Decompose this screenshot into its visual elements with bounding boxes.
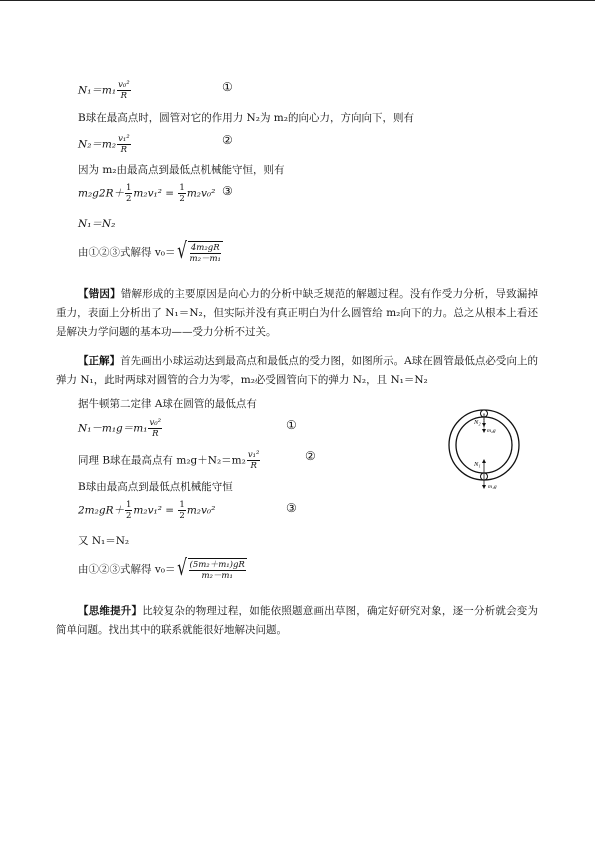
eq1-fraction bbox=[117, 80, 131, 101]
equation-1 bbox=[78, 80, 132, 101]
eq3-part-c: m₂v₀² bbox=[186, 187, 216, 200]
correct-equation-n: 又 N₁＝N₂ bbox=[78, 535, 130, 547]
equation-n: N₁＝N₂ bbox=[78, 218, 116, 230]
correct-eq1-lhs: N₁－m₁g＝m₁ bbox=[78, 422, 148, 435]
eq1-denominator: R bbox=[120, 91, 128, 101]
eq3-half-2 bbox=[178, 183, 185, 204]
eq3-mark: ③ bbox=[222, 184, 233, 198]
error-cause-text: 错解形成的主要原因是向心力的分析中缺乏规范的解题过程。没有作受力分析，导致漏掉重力，表面上分析出了 N₁＝N₂，但实际并没有真正明白为什么圆管给 m₂向下的力。总之从根本上看还是解决力学问题的基本功——受力分析不过关。 bbox=[56, 288, 539, 338]
correct-result-denominator: m₂－m₁ bbox=[201, 571, 233, 581]
correct-text: 首先画出小球运动达到最高点和最低点的受力图，如图所示。A球在圆管最低点必受向上的弹力 N₁，此时两球对圆管的合力为零，m₂必受圆管向下的弹力 N₂，且 N₁＝N₂ bbox=[56, 355, 538, 386]
eq1-numerator: v₀² bbox=[118, 80, 130, 90]
equation-3 bbox=[78, 183, 215, 204]
result-denominator: m₂－m₁ bbox=[189, 254, 221, 264]
correct-eq2-den: R bbox=[250, 461, 257, 471]
correct-eq2-prefix: 同理 B球在最高点有 m₂g＋N₂＝m₂ bbox=[78, 454, 246, 467]
line-conservation: 因为 m₂由最高点到最低点机械能守恒，则有 bbox=[78, 164, 285, 176]
eq3-part-a: m₂g2R＋ bbox=[78, 187, 124, 200]
arrow-m2g-head bbox=[482, 429, 486, 433]
eq2-fraction bbox=[117, 134, 131, 155]
eq2-mark: ② bbox=[222, 133, 233, 147]
correct-equation-1 bbox=[78, 418, 163, 439]
correct-solution-paragraph bbox=[56, 352, 538, 390]
thinking-tag: 【思维提升】 bbox=[78, 605, 143, 617]
correct-eq3-part-a: 2m₂gR＋ bbox=[78, 504, 124, 517]
eq2-denominator: R bbox=[120, 145, 128, 155]
correct-equation-2 bbox=[78, 450, 261, 471]
eq3-part-b: m₂v₁² = bbox=[133, 187, 178, 200]
eq3-half-2-den: 2 bbox=[179, 194, 185, 204]
correct-eq3-half-2-num: 1 bbox=[179, 500, 185, 510]
eq3-half-1-den: 2 bbox=[125, 194, 132, 204]
result-line bbox=[78, 241, 223, 264]
correct-eq3-part-b: m₂v₁² = bbox=[133, 504, 178, 517]
correct-result-fraction bbox=[189, 560, 246, 581]
eq1-lhs: N₁＝m₁ bbox=[78, 84, 117, 97]
correct-result-prefix: 由①②③式解得 v₀＝ bbox=[78, 563, 176, 576]
correct-equation-3 bbox=[78, 500, 215, 521]
newton-line: 据牛顿第二定律 A球在圆管的最低点有 bbox=[78, 398, 257, 410]
error-cause-tag: 【错因】 bbox=[78, 288, 121, 300]
label-n1: N₁ bbox=[474, 461, 481, 468]
line-b-top: B球在最高点时，圆管对它的作用力 N₂为 m₂的向心力，方向向下，则有 bbox=[78, 112, 414, 124]
correct-eq1-den: R bbox=[152, 429, 159, 439]
eq3-half-1-num: 1 bbox=[125, 183, 132, 193]
eq2-numerator: v₁² bbox=[118, 134, 130, 144]
result-sqrt: √ $\frac{\text{4m₂gR}}{\text{m₂－m₁}}$ bbox=[177, 239, 221, 264]
thinking-text: 比较复杂的物理过程，如能依照题意画出草图，确定好研究对象，逐一分析就会变为简单问题。找出其中的联系就能很好地解决问题。 bbox=[56, 605, 539, 636]
correct-eq2-mark: ② bbox=[305, 449, 316, 463]
correct-result-numerator: (5m₂＋m₁)gR bbox=[189, 560, 245, 570]
correct-eq2-fraction bbox=[247, 450, 261, 471]
result-fraction bbox=[189, 243, 222, 264]
correct-eq1-fraction bbox=[148, 418, 162, 439]
label-m1g: m₁g bbox=[488, 484, 497, 490]
eq2-lhs: N₂＝m₂ bbox=[78, 138, 117, 151]
correct-eq3-part-c: m₂v₀² bbox=[186, 504, 216, 517]
result-prefix: 由①②③式解得 v₀＝ bbox=[78, 246, 176, 259]
eq1-mark: ① bbox=[222, 80, 233, 94]
error-cause-paragraph bbox=[56, 285, 538, 342]
correct-eq3-half-1-num: 1 bbox=[125, 500, 132, 510]
correct-eq3-half-1 bbox=[125, 500, 132, 521]
arrow-m1g-head bbox=[482, 485, 486, 489]
correct-eq3-mark: ③ bbox=[286, 501, 297, 515]
correct-result-line bbox=[78, 558, 247, 581]
correct-eq1-mark: ① bbox=[286, 418, 297, 432]
equation-2 bbox=[78, 134, 132, 155]
correct-result-sqrt: √ $\frac{\text{(5m₂＋m₁)gR}}{\text{m₂－m₁}}$ bbox=[177, 556, 245, 581]
eq3-half-1 bbox=[125, 183, 132, 204]
result-numerator: 4m₂gR bbox=[190, 243, 220, 253]
label-n2: N₂ bbox=[474, 419, 481, 426]
thinking-paragraph bbox=[56, 602, 538, 640]
force-diagram bbox=[446, 400, 526, 490]
correct-tag: 【正解】 bbox=[78, 355, 121, 367]
eq3-half-2-num: 1 bbox=[179, 183, 185, 193]
correct-conservation: B球由最高点到最低点机械能守恒 bbox=[78, 481, 233, 493]
correct-eq1-num: v₀² bbox=[149, 418, 162, 428]
correct-eq3-half-2 bbox=[178, 500, 185, 521]
correct-eq2-num: v₁² bbox=[247, 450, 260, 460]
correct-eq3-half-1-den: 2 bbox=[125, 511, 132, 521]
correct-eq3-half-2-den: 2 bbox=[179, 511, 185, 521]
label-m2g: m₂g bbox=[487, 428, 496, 434]
arrow-n1-head bbox=[482, 459, 486, 463]
